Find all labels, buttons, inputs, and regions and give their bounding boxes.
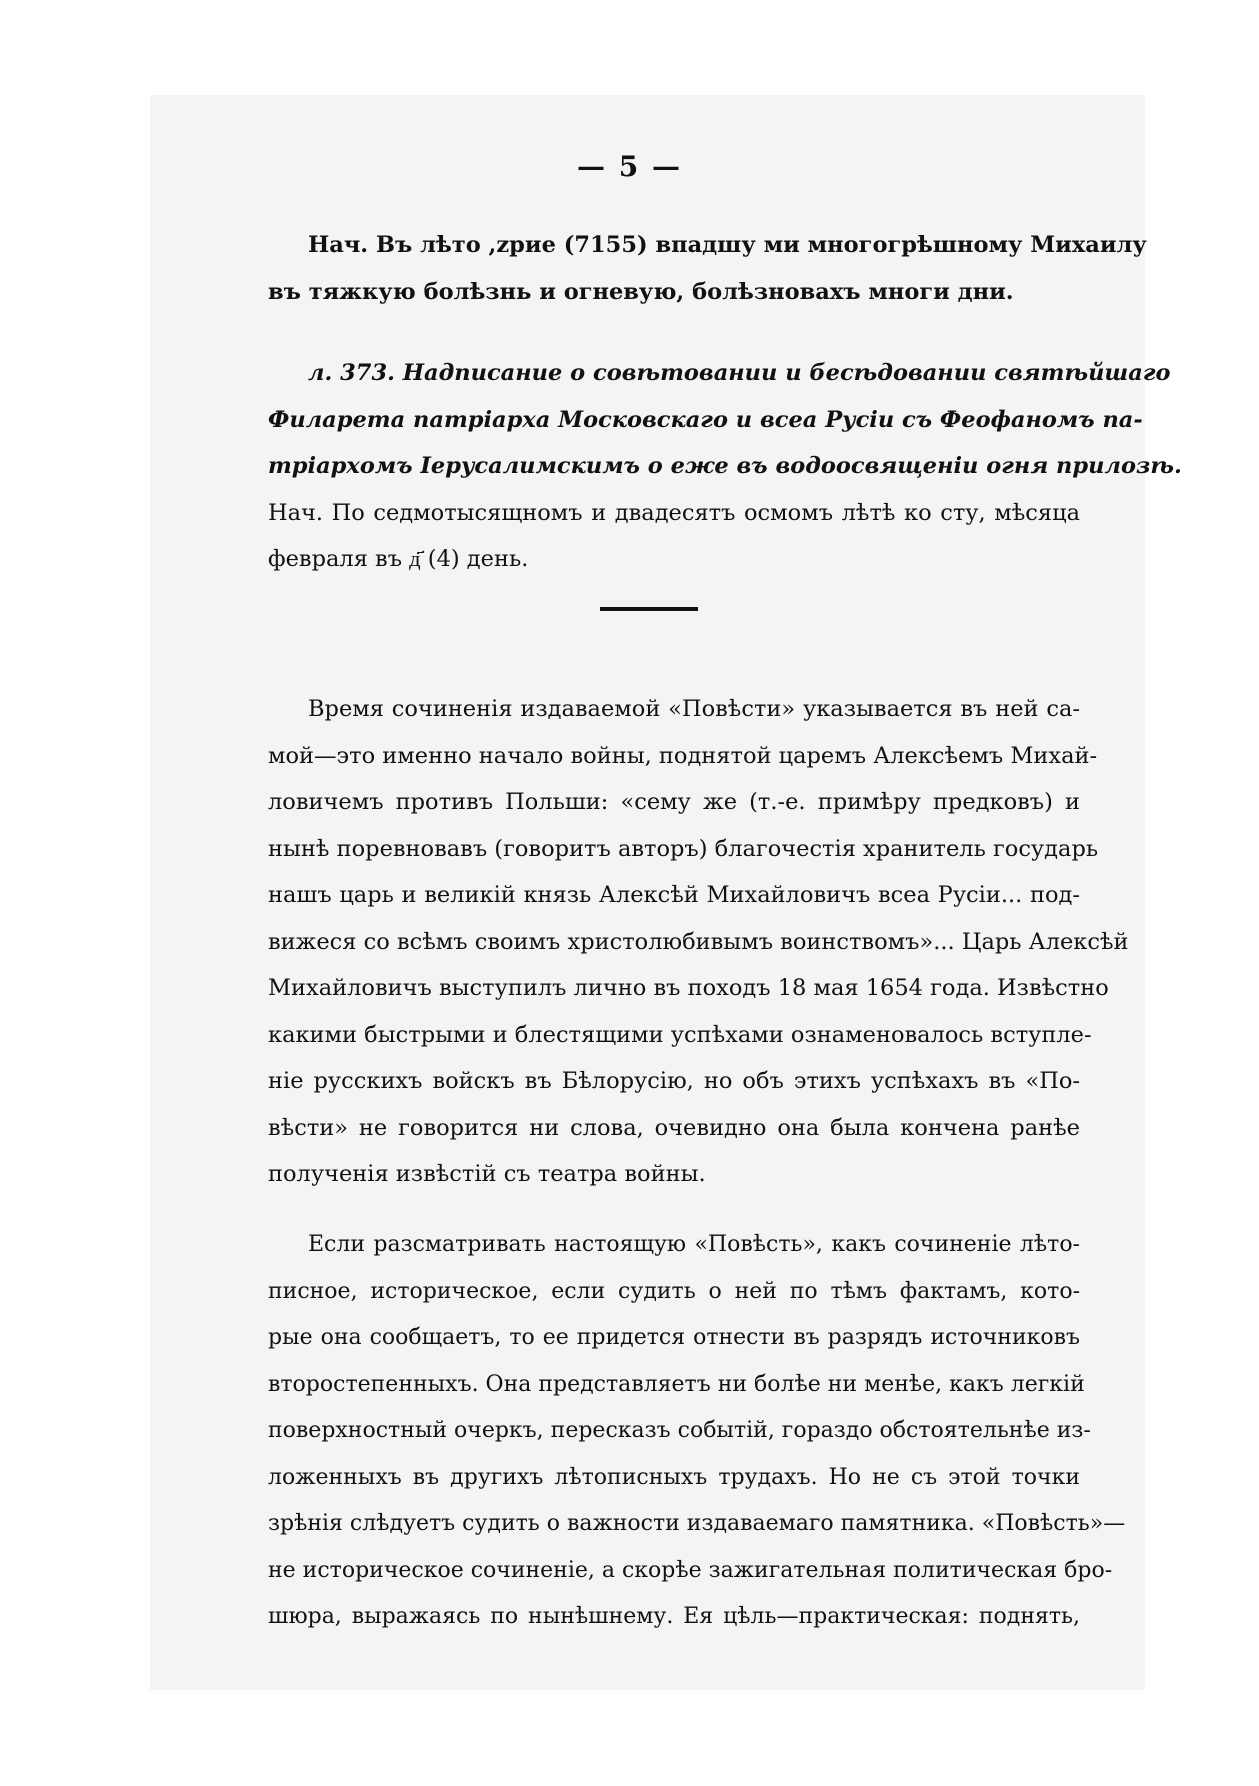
text-line: полученія извѣстій съ театра войны. bbox=[268, 1161, 706, 1187]
paragraph-1 bbox=[268, 686, 1129, 1198]
text-line: второстепенныхъ. Она представляетъ ни болѣе ни менѣе, какъ легкій bbox=[268, 1371, 1085, 1397]
text-line: шюра, выражаясь по нынѣшнему. Ея цѣль—практическая: поднять, bbox=[268, 1604, 1080, 1629]
text-line: не историческое сочиненіе, а скорѣе зажигательная политическая бро- bbox=[268, 1557, 1113, 1583]
text-line: Время сочиненія издаваемой «Повѣсти» указывается въ ней са- bbox=[308, 696, 1080, 722]
section-divider bbox=[600, 607, 698, 611]
text-line: ловичемъ противъ Польши: «сему же (т.-е. примѣру предковъ) и bbox=[268, 789, 1080, 815]
intro-incipit bbox=[268, 222, 1147, 315]
text-line: ложенныхъ въ другихъ лѣтописныхъ трудахъ. Но не съ этой точки bbox=[268, 1464, 1080, 1490]
text-line: л. 373. Надписание о совѣтовании и бесѣдовании святѣйшаго bbox=[308, 360, 1171, 386]
text-line: нынѣ поревновавъ (говоритъ авторъ) благочестія хранитель государь bbox=[268, 835, 1099, 862]
text-line: какими быстрыми и блестящими успѣхами ознаменовалось вступле- bbox=[268, 1021, 1092, 1048]
text-line: Нач. Въ лѣто ,zрие (7155) впадшу ми многогрѣшному Михаилу bbox=[308, 232, 1147, 258]
text-line: нашъ царь и великій князь Алексѣй Михайловичъ всеа Русіи... под- bbox=[268, 882, 1080, 908]
text-line: тріархомъ Іерусалимскимъ о еже въ водоосвященіи огня прилозѣ. bbox=[268, 453, 1182, 479]
text-line: ніе русскихъ войскъ въ Бѣлорусію, но объ этихъ успѣхахъ въ «По- bbox=[268, 1068, 1080, 1094]
inscription-title bbox=[268, 350, 1182, 490]
text-line: Нач. По седмотысящномъ и двадесятъ осмомъ лѣтѣ ко сту, мѣсяца bbox=[268, 499, 1080, 526]
text-line: писное, историческое, если судить о ней по тѣмъ фактамъ, кото- bbox=[268, 1278, 1080, 1304]
text-line: Если разсматривать настоящую «Повѣсть», какъ сочиненіе лѣто- bbox=[308, 1232, 1080, 1257]
text-line: зрѣнія слѣдуетъ судить о важности издаваемаго памятника. «Повѣсть»— bbox=[268, 1511, 1126, 1536]
text-line: вижеся со всѣмъ своимъ христолюбивымъ воинствомъ»... Царь Алексѣй bbox=[268, 928, 1129, 955]
text-line: поверхностный очеркъ, пересказъ событій, гораздо обстоятельнѣе из- bbox=[268, 1418, 1091, 1443]
paragraph-2 bbox=[268, 1222, 1126, 1641]
inscription-incipit bbox=[268, 490, 1080, 583]
text-line: вѣсти» не говорится ни слова, очевидно она была кончена ранѣе bbox=[268, 1114, 1080, 1141]
text-line: мой—это именно начало войны, поднятой царемъ Алексѣемъ Михай- bbox=[268, 742, 1098, 769]
page-number: — 5 — bbox=[577, 150, 682, 183]
text-line: въ тяжкую болѣзнь и огневую, болѣзновахъ многи дни. bbox=[268, 278, 1014, 305]
text-line: Филарета патріарха Московскаго и всеа Русіи съ Феофаномъ па- bbox=[268, 406, 1143, 433]
text-line: февраля въ д҃ (4) день. bbox=[268, 546, 529, 572]
text-line: Михайловичъ выступилъ лично въ походъ 18 мая 1654 года. Извѣстно bbox=[268, 975, 1109, 1001]
text-line: рые она сообщаетъ, то ее придется отнести въ разрядъ источниковъ bbox=[268, 1325, 1080, 1350]
intro-inscription bbox=[268, 350, 1182, 583]
